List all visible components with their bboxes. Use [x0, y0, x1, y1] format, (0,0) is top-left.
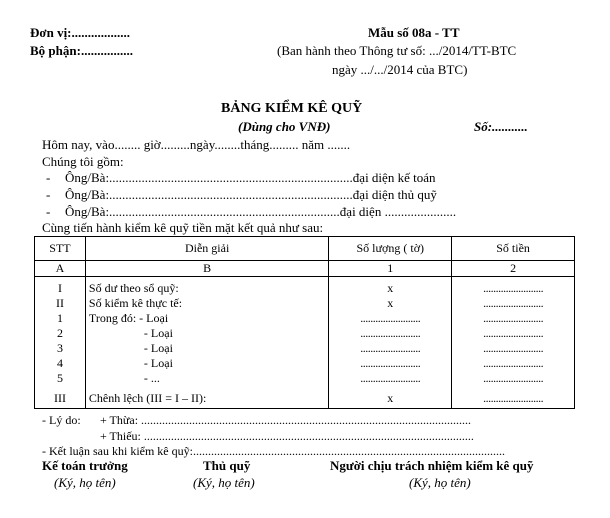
- signature-title-cashier: Thủ quỹ: [203, 458, 251, 473]
- don-vi-label: Đơn vị:..................: [30, 25, 131, 40]
- row-desc: - Loại: [85, 326, 328, 341]
- index-cell: 2: [452, 261, 575, 277]
- signature-note: (Ký, họ tên): [409, 475, 471, 490]
- signature-note: (Ký, họ tên): [54, 475, 116, 490]
- row-stt: 5: [35, 371, 86, 386]
- issuance-line: (Ban hành theo Thông tư số: .../2014/TT-BTC: [277, 43, 517, 58]
- document-number: Số:...........: [474, 119, 528, 134]
- row-desc: - Loại: [85, 341, 328, 356]
- row-stt: 1: [35, 311, 86, 326]
- row-amount: ........................: [452, 341, 575, 356]
- row-desc: Số kiểm kê thực tế:: [85, 296, 328, 311]
- bo-phan-label: Bộ phận:................: [30, 43, 133, 58]
- table-row: [35, 326, 575, 341]
- participants-label: Chúng tôi gồm:: [42, 154, 124, 169]
- table-row: [35, 356, 575, 371]
- header-so-tien: Số tiền: [452, 237, 575, 261]
- table-row: [35, 341, 575, 356]
- table-index-row: [35, 261, 575, 277]
- row-qty: ........................: [329, 341, 452, 356]
- issuance-date: ngày .../.../2014 của BTC): [332, 62, 468, 77]
- member-line-other: Ông/Bà:.......................................................................đại diện ......................: [65, 204, 457, 219]
- header-dien-giai: Diễn giải: [85, 237, 328, 261]
- index-cell: 1: [329, 261, 452, 277]
- row-stt: 4: [35, 356, 86, 371]
- table-row: [35, 277, 575, 297]
- row-stt: II: [35, 296, 86, 311]
- row-desc: Trong đó: - Loại: [85, 311, 328, 326]
- row-stt: I: [35, 277, 86, 297]
- signature-title-inventory-responsible: Người chịu trách nhiệm kiểm kê quỹ: [330, 458, 534, 473]
- row-desc: - Loại: [85, 356, 328, 371]
- conclusion-line: - Kết luận sau khi kiểm kê quỹ:........................................................................................................: [42, 444, 505, 458]
- table-row: [35, 296, 575, 311]
- member-dash: -: [46, 204, 51, 219]
- row-stt: 2: [35, 326, 86, 341]
- header-stt: STT: [35, 237, 86, 261]
- row-qty: ........................: [329, 371, 452, 386]
- row-amount: ........................: [452, 386, 575, 409]
- deficit-line: + Thiếu: ..............................................................................................................: [100, 429, 474, 443]
- form-number: Mẫu số 08a - TT: [368, 25, 460, 40]
- row-qty: x: [329, 277, 452, 297]
- signature-title-chief-accountant: Kế toán trưởng: [42, 458, 128, 473]
- row-qty: ........................: [329, 326, 452, 341]
- date-line: Hôm nay, vào........ giờ.........ngày........tháng......... năm .......: [42, 137, 351, 152]
- table-row: [35, 371, 575, 386]
- row-amount: ........................: [452, 311, 575, 326]
- reason-label: - Lý do:: [42, 413, 81, 427]
- member-line-accountant: Ông/Bà:...........................................................................đại diện kế toán: [65, 170, 436, 185]
- index-cell: B: [85, 261, 328, 277]
- member-dash: -: [46, 170, 51, 185]
- row-amount: ........................: [452, 277, 575, 297]
- inventory-table: [34, 236, 575, 409]
- table-row: [35, 311, 575, 326]
- row-qty: ........................: [329, 356, 452, 371]
- row-stt: 3: [35, 341, 86, 356]
- row-amount: ........................: [452, 356, 575, 371]
- row-amount: ........................: [452, 326, 575, 341]
- row-desc: - ...: [85, 371, 328, 386]
- document-subtitle: (Dùng cho VNĐ): [238, 119, 331, 134]
- row-qty: ........................: [329, 311, 452, 326]
- table-row: [35, 386, 575, 409]
- procedure-line: Cùng tiến hành kiểm kê quỹ tiền mặt kết quả như sau:: [42, 220, 324, 235]
- row-amount: ........................: [452, 371, 575, 386]
- member-line-cashier: Ông/Bà:...........................................................................đại diện thủ quỹ: [65, 187, 437, 202]
- index-cell: A: [35, 261, 86, 277]
- row-stt: III: [35, 386, 86, 409]
- table-header-row: [35, 237, 575, 261]
- row-desc: Chênh lệch (III = I – II):: [85, 386, 328, 409]
- header-so-luong: Số lượng ( tờ): [329, 237, 452, 261]
- row-desc: Số dư theo sổ quỹ:: [85, 277, 328, 297]
- member-dash: -: [46, 187, 51, 202]
- row-amount: ........................: [452, 296, 575, 311]
- row-qty: x: [329, 296, 452, 311]
- document-title: BẢNG KIỂM KÊ QUỸ: [221, 101, 363, 116]
- signature-note: (Ký, họ tên): [193, 475, 255, 490]
- surplus-line: + Thừa: ..............................................................................................................: [100, 413, 472, 427]
- row-qty: x: [329, 386, 452, 409]
